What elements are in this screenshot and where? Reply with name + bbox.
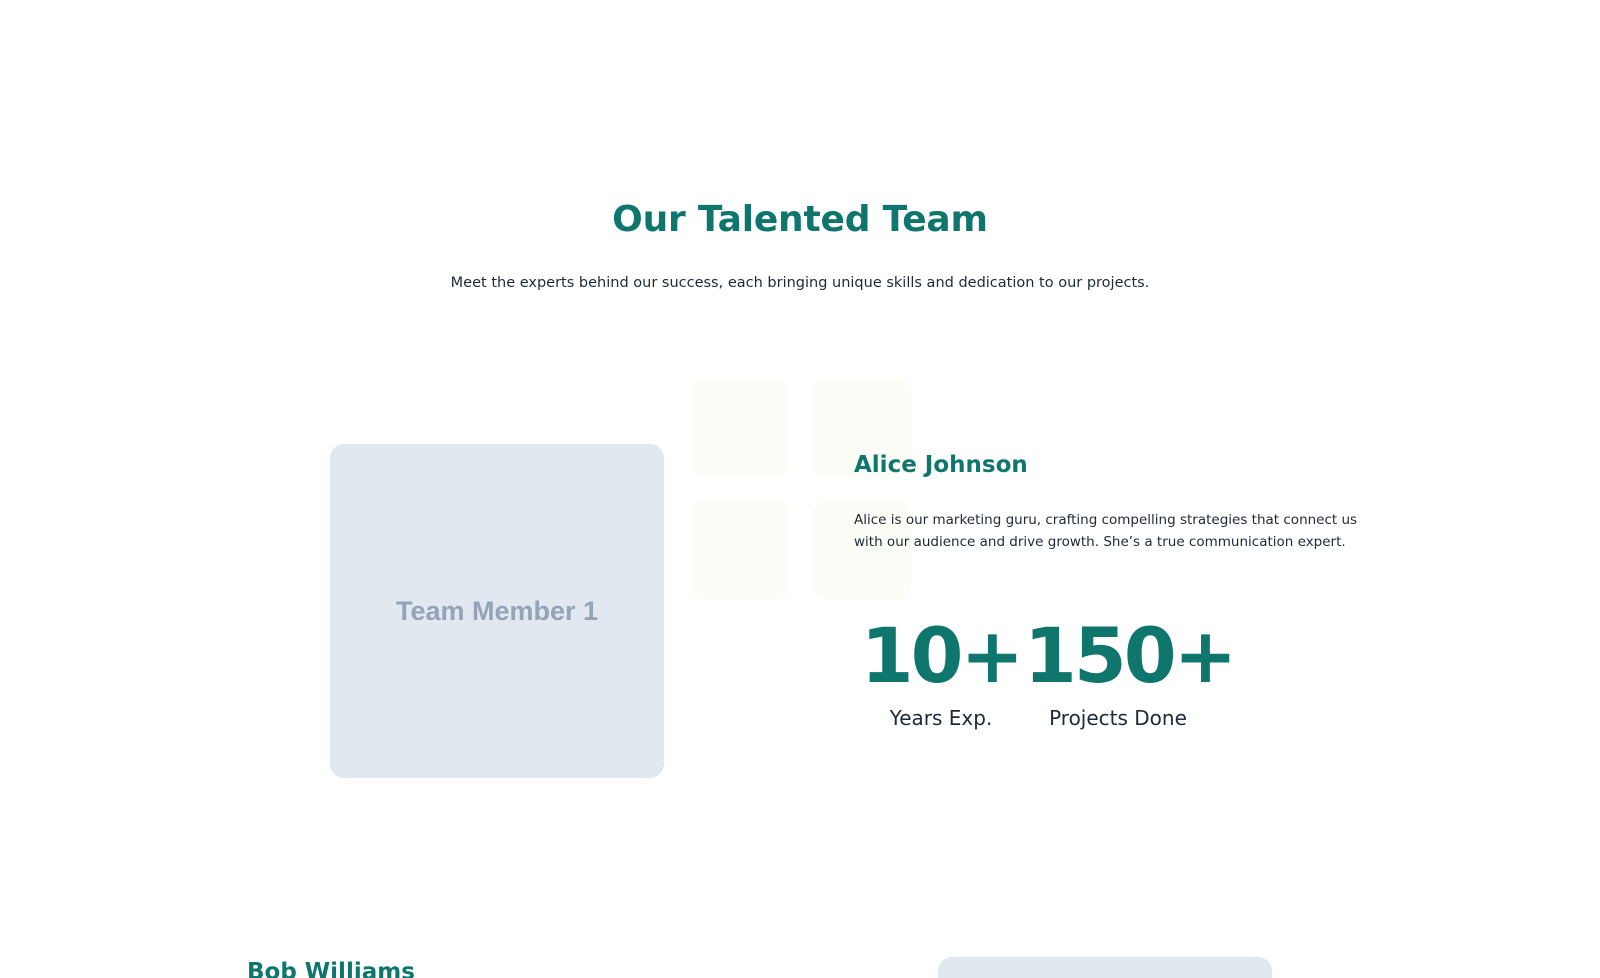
stat-label: Years Exp. bbox=[889, 706, 993, 730]
member-bio: Alice is our marketing guru, crafting compelling strategies that connect us with our audience and drive growth. She’s a true communication expert. bbox=[854, 512, 1358, 550]
team-member-photo-placeholder bbox=[330, 444, 664, 778]
team-member-photo-placeholder bbox=[938, 957, 1272, 978]
decorative-tile bbox=[690, 378, 790, 478]
section-subtitle: Meet the experts behind our success, each bringing unique skills and dedication to our projects. bbox=[450, 275, 1150, 291]
photo-placeholder-label: Team Member 1 bbox=[395, 595, 599, 626]
section-title: Our Talented Team bbox=[612, 199, 988, 240]
decorative-tile bbox=[690, 500, 790, 600]
stat-projects-done bbox=[1024, 610, 1235, 732]
stat-value: 150+ bbox=[1024, 611, 1235, 700]
stat-years-experience bbox=[858, 610, 1024, 732]
member-name: Bob Williams bbox=[247, 959, 415, 978]
stat-label: Projects Done bbox=[1049, 706, 1187, 730]
member-name: Alice Johnson bbox=[854, 452, 1028, 478]
stat-value: 10+ bbox=[860, 611, 1022, 700]
